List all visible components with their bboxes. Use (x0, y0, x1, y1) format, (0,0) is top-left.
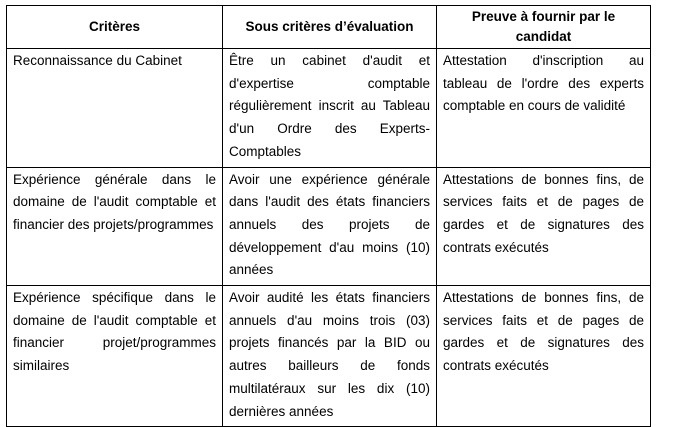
cell-criterion: Reconnaissance du Cabinet (7, 49, 223, 168)
header-criteria: Critères (7, 6, 223, 49)
table-row (7, 49, 651, 168)
table-row (7, 167, 651, 286)
cell-proof: Attestations de bonnes fins, de services faits et de pages de gardes et de signatures des contrats exécutés (437, 286, 651, 427)
header-proof: Preuve à fournir par le candidat (437, 6, 651, 49)
cell-criterion: Expérience générale dans le domaine de l'audit comptable et financier des projets/programmes (7, 167, 223, 286)
header-sub-criteria: Sous critères d’évaluation (223, 6, 437, 49)
cell-sub-criteria: Avoir une expérience générale dans l'audit des états financiers annuels des projets de développement d'au moins (10) années (223, 167, 437, 286)
table-row (7, 286, 651, 427)
header-row (7, 6, 651, 49)
cell-sub-criteria: Être un cabinet d'audit et d'expertise comptable régulièrement inscrit au Tableau d'un Ordre des Experts-Comptables (223, 49, 437, 168)
cell-proof: Attestation d'inscription au tableau de l'ordre des experts comptable en cours de validité (437, 49, 651, 168)
table-body (7, 49, 651, 427)
cell-proof: Attestations de bonnes fins, de services faits et de pages de gardes et de signatures des contrats exécutés (437, 167, 651, 286)
table-header (7, 6, 651, 49)
evaluation-criteria-table (6, 5, 651, 427)
cell-criterion: Expérience spécifique dans le domaine de l'audit comptable et financier projet/programmes similaires (7, 286, 223, 427)
cell-sub-criteria: Avoir audité les états financiers annuels d'au moins trois (03) projets financés par la BID ou autres bailleurs de fonds multilatéraux sur les dix (10) dernières années (223, 286, 437, 427)
